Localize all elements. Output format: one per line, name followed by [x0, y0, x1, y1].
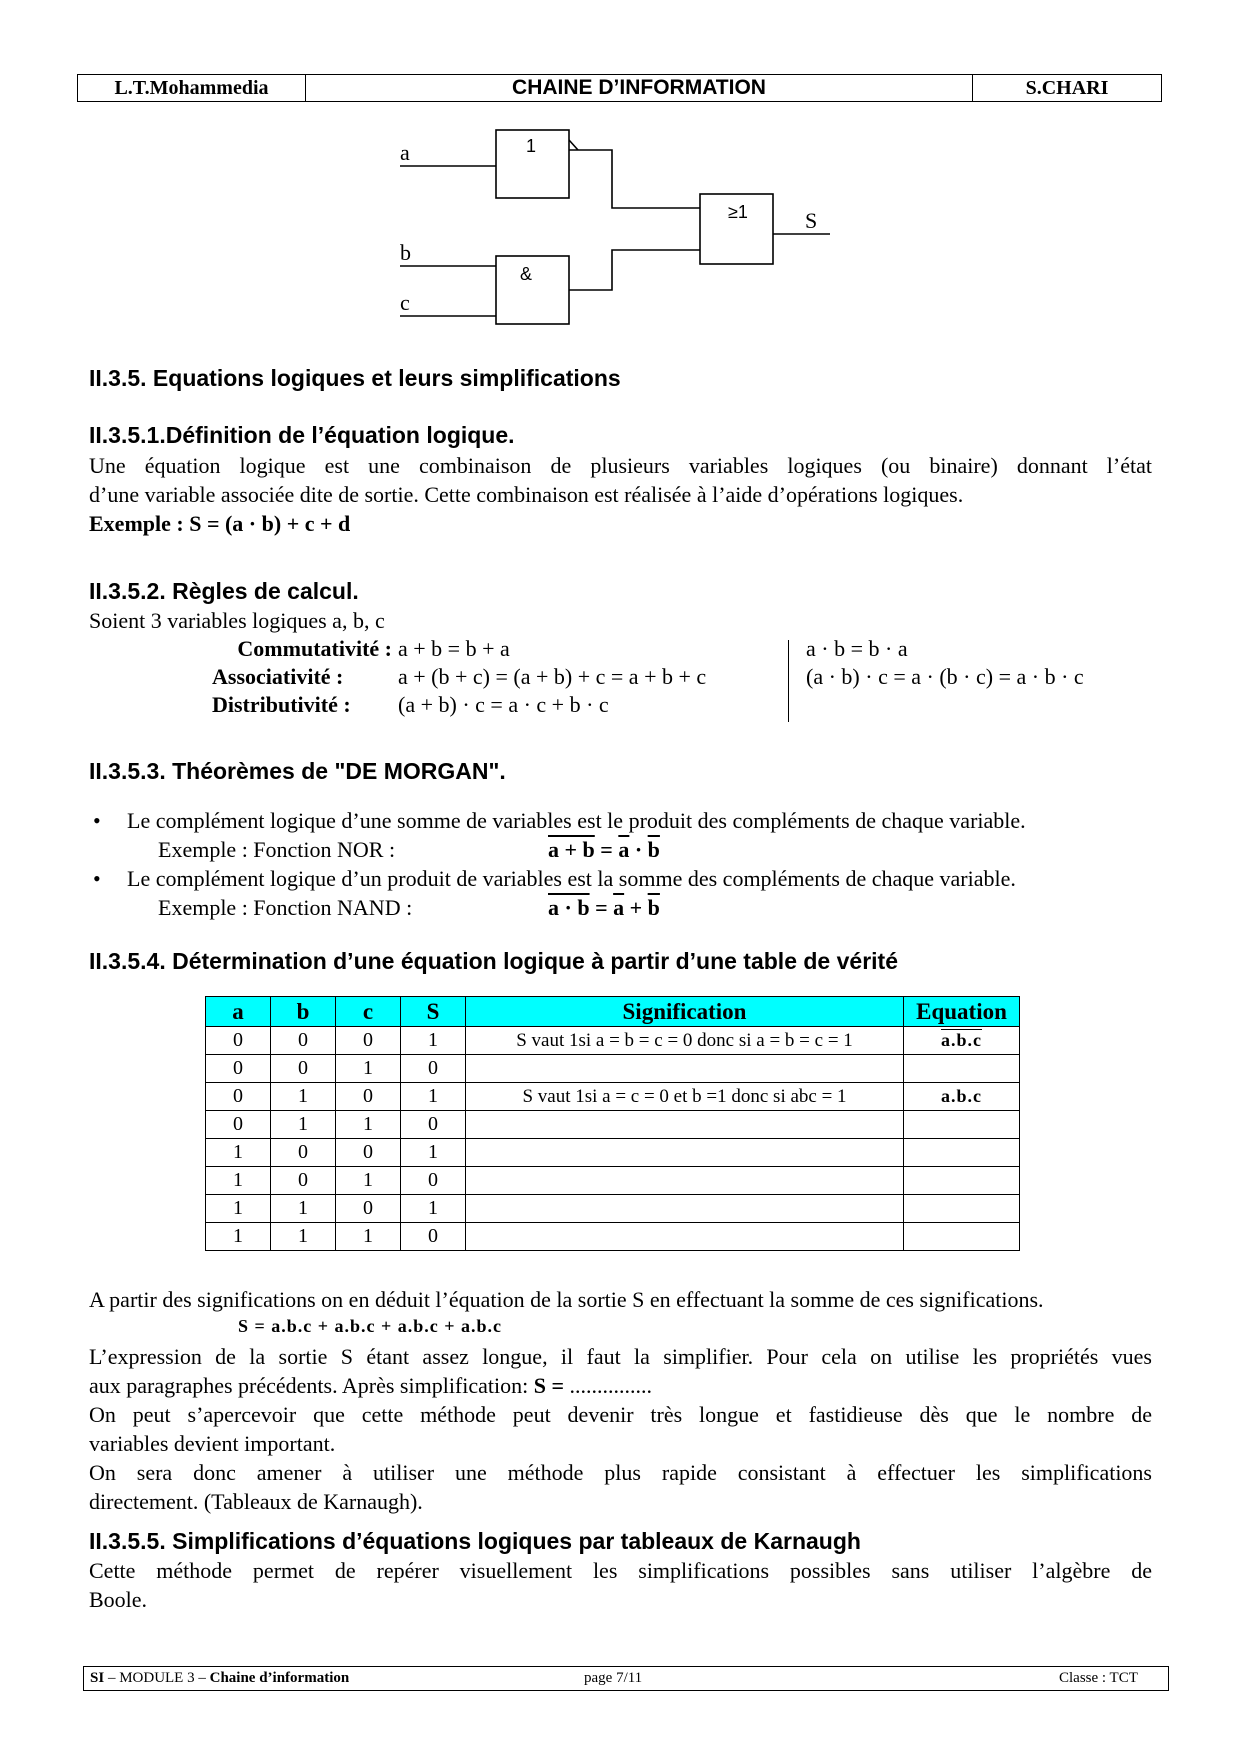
- header-school: L.T.Mohammedia: [78, 75, 306, 101]
- karnaugh-paragraph: [89, 1556, 1152, 1614]
- nand-r1: $\overline{a}$: [613, 895, 625, 920]
- footer-class: Classe : TCT: [1059, 1670, 1138, 1686]
- nand-lhs: a · b: [548, 895, 590, 920]
- equation-cell-1: [904, 1027, 1020, 1055]
- truth-table-header-row: [206, 997, 1020, 1027]
- cell: 0: [401, 1055, 466, 1083]
- table-row: [206, 1083, 1020, 1111]
- section-title-2-3-5-1: II.3.5.1.Définition de l’équation logique.: [89, 422, 515, 448]
- karnaugh-line-1: Cette méthode permet de repérer visuellement les simplifications possibles sans utiliser l’algèbre de: [89, 1558, 1152, 1583]
- karnaugh-line-2: Boole.: [89, 1587, 148, 1612]
- header-author: S.CHARI: [1025, 76, 1109, 99]
- table-row: [206, 1195, 1020, 1223]
- col-header-equation: Equation: [904, 997, 1020, 1027]
- demorgan-example-1-formula: [548, 835, 660, 864]
- cell: 0: [271, 1139, 336, 1167]
- nand-equals: =: [589, 895, 614, 920]
- cell: 0: [206, 1055, 271, 1083]
- circuit-input-b: b: [400, 240, 411, 265]
- table-row: [206, 1027, 1020, 1055]
- nor-r2: $\overline{b}$: [647, 837, 660, 862]
- cell: 1: [271, 1195, 336, 1223]
- demorgan-text-1: Le complément logique d’une somme de variables est le produit des compléments de chaque variable.: [127, 808, 1026, 833]
- rule-left-commutativity: a + b = b + a: [398, 636, 510, 661]
- cell: [466, 1195, 904, 1223]
- definition-example: Exemple : S = (a · b) + c + d: [89, 511, 351, 536]
- cell: 1: [206, 1167, 271, 1195]
- gate-and-box: [496, 256, 569, 324]
- cell: 0: [206, 1111, 271, 1139]
- equation-cell-3: [904, 1083, 1020, 1111]
- nor-equals: =: [594, 837, 619, 862]
- footer-si: SI: [90, 1670, 105, 1686]
- rule-name-associativity: Associativité :: [212, 664, 344, 689]
- definition-line-1: Une équation logique est une combinaison de plusieurs variables logiques (ou binaire) donnant l’état: [89, 453, 1152, 478]
- cell: 1: [271, 1223, 336, 1251]
- nor-lhs: a + b: [548, 837, 595, 862]
- col-header-c: c: [336, 997, 401, 1027]
- demorgan-text-2: Le complément logique d’un produit de variables est la somme des compléments de chaque variable.: [127, 866, 1016, 891]
- simplification-line-2: [89, 1371, 1152, 1400]
- circuit-input-a: a: [400, 140, 410, 165]
- nand-plus: +: [624, 895, 648, 920]
- cell: 1: [271, 1111, 336, 1139]
- cell: [904, 1055, 1020, 1083]
- cell: 1: [336, 1055, 401, 1083]
- signification-text-3: S vaut 1si a = c = 0 et b =1 donc si abc = 1: [522, 1085, 847, 1107]
- table-row: [206, 1167, 1020, 1195]
- section-title-2-3-5-5: II.3.5.5. Simplifications d’équations logiques par tableaux de Karnaugh: [89, 1528, 861, 1554]
- cell: 0: [206, 1083, 271, 1111]
- method-line-2: variables devient important.: [89, 1431, 336, 1456]
- nand-r2: $\overline{b}$: [647, 895, 660, 920]
- rules-divider: [788, 640, 789, 722]
- cell: 0: [271, 1055, 336, 1083]
- cell: 1: [336, 1167, 401, 1195]
- rule-right-commutativity: a · b = b · a: [806, 636, 908, 661]
- simplification-s-label: S =: [533, 1373, 570, 1398]
- nor-r1: $\overline{a}$: [618, 837, 630, 862]
- cell: 0: [336, 1139, 401, 1167]
- rule-name-commutativity: Commutativité :: [237, 636, 392, 661]
- circuit-output-s: S: [805, 208, 818, 233]
- cell: [904, 1195, 1020, 1223]
- page-footer: [83, 1666, 1169, 1691]
- circuit-gate-1-label: 1: [526, 136, 537, 156]
- cell: 1: [206, 1195, 271, 1223]
- bullet-icon: •: [93, 808, 101, 833]
- cell: [466, 1223, 904, 1251]
- rule-left-distributivity: (a + b) · c = a · c + b · c: [398, 692, 609, 717]
- cell: 0: [401, 1167, 466, 1195]
- table-row: [206, 1055, 1020, 1083]
- section-title-2-3-5-4: II.3.5.4. Détermination d’une équation logique à partir d’une table de vérité: [89, 948, 898, 974]
- col-header-a: a: [206, 997, 271, 1027]
- col-header-s: S: [401, 997, 466, 1027]
- simplification-line-1: L’expression de la sortie S étant assez longue, il faut la simplifier. Pour cela on utilise les propriétés vues: [89, 1344, 1152, 1369]
- rules-intro: Soient 3 variables logiques a, b, c: [89, 608, 385, 633]
- signification-cell-1: [466, 1027, 904, 1055]
- demorgan-example-1-label: Exemple : Fonction NOR :: [158, 837, 396, 862]
- cell: [466, 1167, 904, 1195]
- cell: 0: [401, 1111, 466, 1139]
- signification-cell-3: [466, 1083, 904, 1111]
- cell: 0: [401, 1223, 466, 1251]
- col-header-b: b: [271, 997, 336, 1027]
- table-row: [206, 1111, 1020, 1139]
- cell: [904, 1139, 1020, 1167]
- footer-page-number: page 7/11: [584, 1670, 643, 1686]
- cell: [904, 1223, 1020, 1251]
- circuit-input-c: c: [400, 290, 410, 315]
- karnaugh-intro-line-2: directement. (Tableaux de Karnaugh).: [89, 1489, 423, 1514]
- method-line-1: On peut s’apercevoir que cette méthode peut devenir très longue et fastidieuse dès que le nombre de: [89, 1402, 1152, 1427]
- circuit-gate-or-label: ≥1: [728, 202, 748, 222]
- cell: [904, 1167, 1020, 1195]
- rule-name-distributivity: Distributivité :: [212, 692, 351, 717]
- truth-table: [205, 996, 1020, 1251]
- cell: 1: [336, 1111, 401, 1139]
- karnaugh-intro-line-1: On sera donc amener à utiliser une méthode plus rapide consistant à effectuer les simplifications: [89, 1460, 1152, 1485]
- equation-text-3: a.b.c: [941, 1086, 982, 1106]
- cell: 1: [401, 1083, 466, 1111]
- footer-module-title: Chaine d’information: [209, 1670, 350, 1686]
- cell: 1: [206, 1139, 271, 1167]
- definition-paragraph: [89, 451, 1152, 538]
- cell: 1: [271, 1083, 336, 1111]
- demorgan-example-2-label: Exemple : Fonction NAND :: [158, 895, 413, 920]
- col-header-signification: Signification: [466, 997, 904, 1027]
- definition-line-2: d’une variable associée dite de sortie. Cette combinaison est réalisée à l’aide d’opérations logiques.: [89, 482, 964, 507]
- cell: 0: [336, 1195, 401, 1223]
- cell: [466, 1111, 904, 1139]
- cell: 1: [401, 1027, 466, 1055]
- simplification-blank: ...............: [569, 1373, 653, 1398]
- section-title-2-3-5-3: II.3.5.3. Théorèmes de "DE MORGAN".: [89, 758, 506, 784]
- equation-text-1: a.b.c: [941, 1030, 982, 1050]
- bullet-icon: •: [93, 866, 101, 891]
- simplification-paragraph: [89, 1342, 1152, 1516]
- cell: 1: [401, 1195, 466, 1223]
- nor-dot: ·: [629, 837, 648, 862]
- table-row: [206, 1139, 1020, 1167]
- cell: 0: [271, 1167, 336, 1195]
- signification-text-1: S vaut 1si a = b = c = 0 donc si a = b = c = 1: [516, 1029, 853, 1051]
- cell: 1: [336, 1223, 401, 1251]
- deduction-line: A partir des significations on en déduit l’équation de la sortie S en effectuant la somme de ces significations.: [89, 1287, 1044, 1312]
- cell: [466, 1055, 904, 1083]
- logic-circuit-diagram: [400, 120, 840, 340]
- cell: [466, 1139, 904, 1167]
- footer-module-num: – MODULE 3 –: [104, 1670, 210, 1686]
- table-row: [206, 1223, 1020, 1251]
- section-title-2-3-5-2: II.3.5.2. Règles de calcul.: [89, 578, 359, 604]
- circuit-gate-and-label: &: [520, 264, 533, 284]
- section-title-2-3-5: II.3.5. Equations logiques et leurs simplifications: [89, 365, 621, 391]
- rule-left-associativity: a + (b + c) = (a + b) + c = a + b + c: [398, 664, 707, 689]
- cell: 0: [336, 1083, 401, 1111]
- cell: 1: [206, 1223, 271, 1251]
- sum-of-products-formula: S = a.b.c + a.b.c + a.b.c + a.b.c: [238, 1316, 503, 1336]
- page-header: [77, 74, 1162, 102]
- cell: [904, 1111, 1020, 1139]
- simplification-text: aux paragraphes précédents. Après simplification:: [89, 1373, 534, 1398]
- demorgan-example-2-formula: [548, 893, 660, 922]
- header-title: CHAINE D’INFORMATION: [306, 75, 973, 101]
- footer-module: [90, 1670, 349, 1687]
- cell: 0: [206, 1027, 271, 1055]
- cell: 0: [336, 1027, 401, 1055]
- cell: 1: [401, 1139, 466, 1167]
- rule-right-associativity: (a · b) · c = a · (b · c) = a · b · c: [806, 664, 1084, 689]
- cell: 0: [271, 1027, 336, 1055]
